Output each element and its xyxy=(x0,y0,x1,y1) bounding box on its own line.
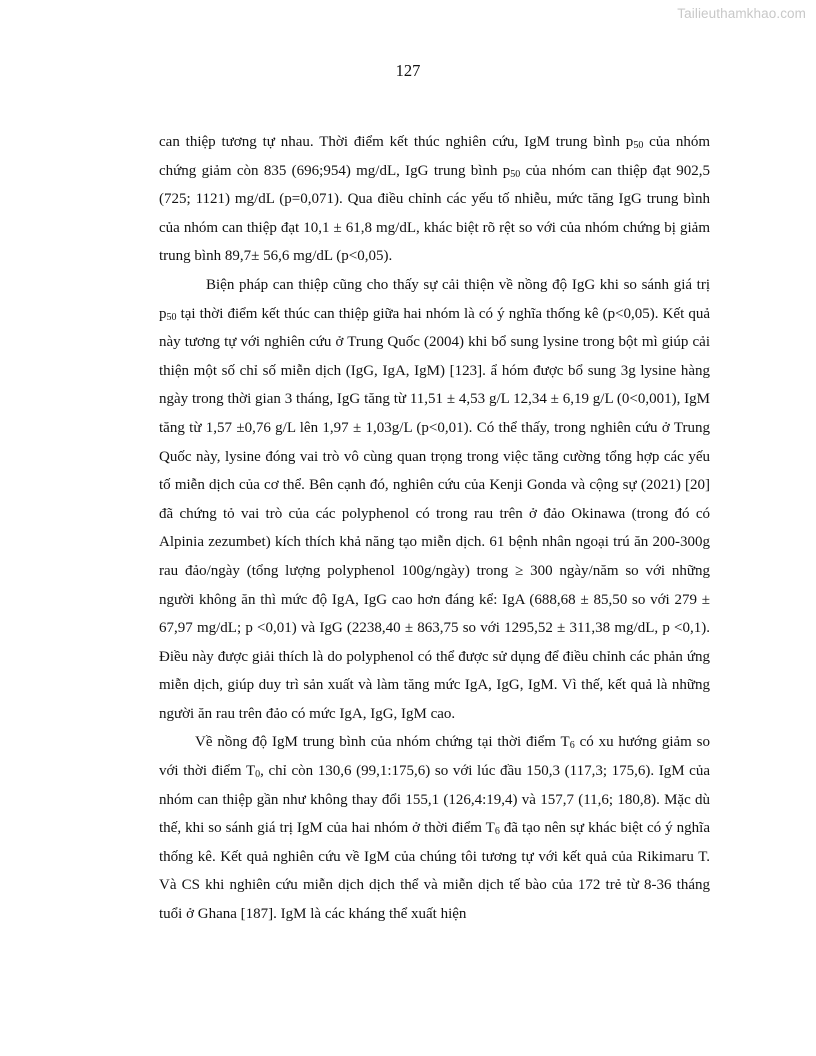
text-run: của nhóm can thiệp đạt 902,5 (725; 1121) mg/dL (p=0,071). Qua điều chỉnh các yếu tố nhiễu, mức tăng IgG trung bình của nhóm can thiệp đạt 10,1 ± 61,8 mg/dL, khác biệt rõ rệt so với của nhóm chứng bị giảm trung bình 89,7± 56,6 mg/dL (p<0,05). xyxy=(159,162,710,265)
subscript: 0 xyxy=(255,769,261,781)
text-run: , chỉ còn 130,6 (99,1:175,6) so với lúc đầu 150,3 (117,3; 175,6). IgM của nhóm can thiệp gần như không thay đổi 155,1 (126,4:19,4) và 157,7 (11,6; 180,8). Mặc dù thế, khi so sánh giá trị IgM của hai nhóm ở thời điểm T xyxy=(159,763,710,837)
text-run: của nhóm chứng giảm còn 835 (696;954) mg/dL, IgG trung bình p xyxy=(159,134,710,179)
subscript: 6 xyxy=(569,740,575,752)
subscript: 50 xyxy=(510,168,521,180)
text-run: có xu hướng giảm so với thời điểm T xyxy=(159,734,710,780)
paragraph-igm-igg-results xyxy=(159,128,710,271)
page-number: 127 xyxy=(395,61,421,80)
text-run: đã tạo nên sự khác biệt có ý nghĩa thống kê. Kết quả nghiên cứu về IgM của chúng tôi tương tự với kết quả của Rikimaru T. Và CS khi nghiên cứu miễn dịch dịch thể và miễn dịch tế bào của 172 trẻ từ 8-36 tháng tuổi ở Ghana [187]. IgM là các kháng thể xuất hiện xyxy=(159,820,710,923)
document-body xyxy=(159,128,710,929)
subscript: 50 xyxy=(166,311,177,323)
subscript: 6 xyxy=(494,826,500,838)
paragraph-igm-timepoints xyxy=(159,728,710,928)
text-run: Về nồng độ IgM trung bình của nhóm chứng tại thời điểm T xyxy=(195,734,570,751)
text-run: can thiệp tương tự nhau. Thời điểm kết thúc nghiên cứu, IgM trung bình p xyxy=(159,134,634,150)
watermark: Tailieuthamkhao.com xyxy=(677,6,806,21)
text-run: Biện pháp can thiệp cũng cho thấy sự cải thiện về nồng độ IgG khi so sánh giá trị p xyxy=(159,276,710,322)
text-run: tại thời điểm kết thúc can thiệp giữa hai nhóm là có ý nghĩa thống kê (p<0,05). Kết quả này tương tự với nghiên cứu ở Trung Quốc (2004) khi bổ sung lysine trong bột mì giúp cải thiện một số chỉ số miễn dịch (IgG, IgA, IgM) [123]. ẩ hóm được bổ sung 3g lysine hàng ngày trong thời gian 3 tháng, IgG tăng từ 11,51 ± 4,53 g/L 12,34 ± 6,19 g/L (0<0,001), IgM tăng từ 1,57 ±0,76 g/L lên 1,97 ± 1,03g/L (p<0,01). Có thể thấy, trong nghiên cứu ở Trung Quốc này, lysine đóng vai trò vô cùng quan trọng trong việc tăng cường tổng hợp các yếu tố miễn dịch của cơ thể. Bên cạnh đó, nghiên cứu của Kenji Gonda và cộng sự (2021) [20] đã chứng tỏ vai trò của các polyphenol có trong rau trên ở đảo Okinawa (trong đó có Alpinia zezumbet) kích thích khả năng tạo miễn dịch. 61 bệnh nhân ngoại trú ăn 200-300g rau đảo/ngày (tổng lượng polyphenol 100g/ngày) trong ≥ 300 ngày/năm so với những người không ăn thì mức độ IgA, IgG cao hơn đáng kể: IgA (688,68 ± 85,50 so với 279 ± 67,97 mg/dL; p <0,01) và IgG (2238,40 ± 863,75 so với 1295,52 ± 311,38 mg/dL, p <0,1). Điều này được giải thích là do polyphenol có thể được sử dụng để điều chỉnh các phản ứng miễn dịch, giúp duy trì sản xuất và làm tăng mức IgA, IgG, IgM. Vì thế, kết quả là những người ăn rau trên đảo có mức IgA, IgG, IgM cao. xyxy=(159,305,710,722)
subscript: 50 xyxy=(633,140,644,151)
paragraph-intervention-igg xyxy=(159,271,710,729)
